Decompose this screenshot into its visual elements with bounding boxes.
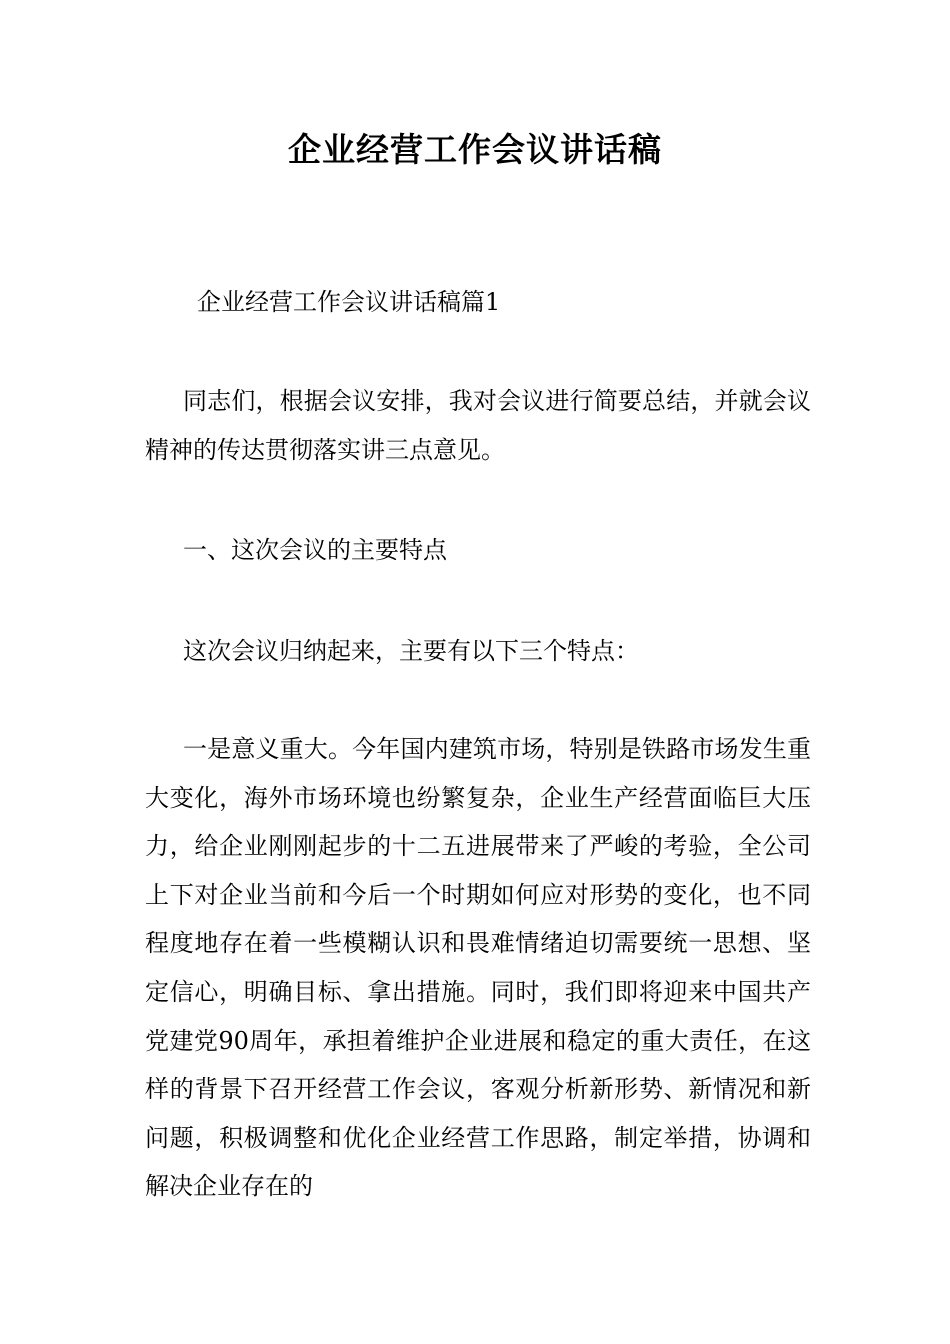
body-paragraph: 一是意义重大。今年国内建筑市场，特别是铁路市场发生重大变化，海外市场环境也纷繁复杂，企业生产经营面临巨大压力，给企业刚刚起步的十二五进展带来了严峻的考验，全公司上下对企业当前和今后一个时期如何应对形势的变化，也不同程度地存在着一些模糊认识和畏难情绪迫切需要统一思想、坚定信心，明确目标、拿出措施。同时，我们即将迎来中国共产党建党90周年，承担着维护企业进展和稳定的重大责任，在这样的背景下召开经营工作会议，客观分析新形势、新情况和新问题，积极调整和优化企业经营工作思路，制定举措，协调和解决企业存在的 (145, 735, 811, 1201)
lead-paragraph: 这次会议归纳起来，主要有以下三个特点： (183, 637, 639, 665)
intro-paragraph: 同志们，根据会议安排，我对会议进行简要总结，并就会议精神的传达贯彻落实讲三点意见。 (145, 387, 811, 464)
document-subtitle: 企业经营工作会议讲话稿篇1 (197, 288, 501, 316)
section-heading: 一、这次会议的主要特点 (183, 536, 447, 564)
document-title: 企业经营工作会议讲话稿 (288, 130, 662, 169)
